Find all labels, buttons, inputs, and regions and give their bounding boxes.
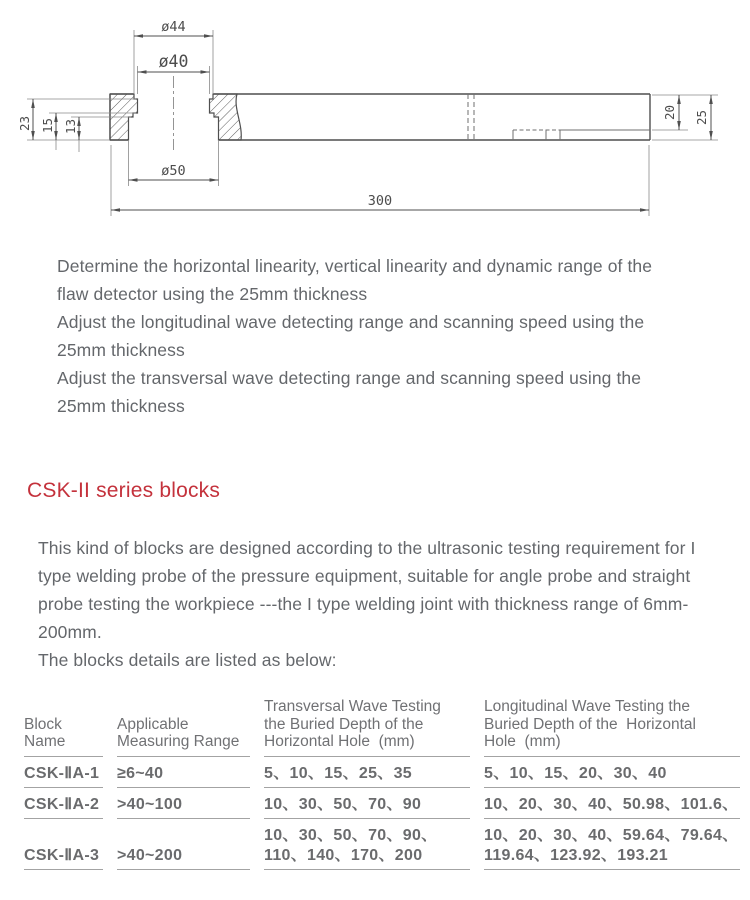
cell-longitudinal-depths: 10、20、30、40、50.98、101.6、 (484, 788, 740, 819)
cell-measuring-range: >40~200 (117, 819, 250, 870)
dimension-arrowheads (31, 34, 713, 212)
dim-label-23: 23 (17, 115, 32, 131)
cell-transversal-depths: 10、30、50、70、90、110、140、170、200 (264, 819, 470, 870)
dim-label-25: 25 (694, 109, 709, 125)
dim-label-20: 20 (662, 104, 677, 120)
hidden-lines (468, 94, 650, 140)
dim-label-d44: ø44 (161, 19, 186, 35)
dim-label-d50: ø50 (161, 163, 186, 179)
table-intro: The blocks details are listed as below: (38, 650, 337, 670)
cell-block-name: CSK-ⅡA-2 (24, 788, 103, 819)
table-header-measuring-range (117, 698, 250, 757)
header-line: Name (24, 733, 66, 750)
blocks-table (24, 698, 744, 870)
section-description (38, 534, 698, 674)
hatched-right-wall (210, 94, 242, 140)
table-header-longitudinal (484, 698, 740, 757)
header-line: Transversal Wave Testing (264, 698, 441, 715)
cell-block-name: CSK-ⅡA-1 (24, 757, 103, 788)
header-line: Buried Depth of the Horizontal (484, 715, 696, 733)
usage-note: Determine the horizontal linearity, vertical linearity and dynamic range of the flaw detector using the 25mm thickness (57, 256, 653, 304)
cell-measuring-range: ≥6~40 (117, 757, 250, 788)
extension-lines (27, 30, 718, 216)
header-line: Horizontal Hole (mm) (264, 733, 415, 750)
dim-label-300: 300 (367, 193, 393, 209)
header-line: Applicable (117, 715, 189, 733)
block-outline (110, 94, 650, 140)
cell-longitudinal-depths: 10、20、30、40、59.64、79.64、119.64、123.92、193.21 (484, 819, 740, 870)
dim-label-15: 15 (40, 117, 55, 133)
header-line: Block (24, 715, 62, 733)
cell-transversal-depths: 10、30、50、70、90 (264, 788, 470, 819)
cell-longitudinal-depths: 5、10、15、20、30、40 (484, 757, 740, 788)
header-line: Hole (mm) (484, 733, 561, 750)
table-header-transversal (264, 698, 470, 757)
dimension-lines (33, 36, 711, 210)
calibration-block-technical-drawing (0, 0, 750, 238)
description-paragraph: This kind of blocks are designed according to the ultrasonic testing requirement for I type welding probe of the pressure equipment, suitable for angle probe and straight probe testing the workpiece ---the I type welding joint with thickness range of 6mm-200mm. (38, 538, 696, 642)
cell-block-name: CSK-ⅡA-3 (24, 819, 103, 870)
header-line: Measuring Range (117, 733, 240, 750)
usage-notes (57, 252, 681, 420)
table-header-block-name (24, 698, 103, 757)
usage-note: Adjust the longitudinal wave detecting range and scanning speed using the 25mm thickness (57, 312, 645, 360)
dim-label-13: 13 (63, 118, 78, 134)
cell-measuring-range: >40~100 (117, 788, 250, 819)
section-heading: CSK-II series blocks (27, 479, 221, 502)
header-line: the Buried Depth of the (264, 715, 424, 733)
cell-transversal-depths: 5、10、15、25、35 (264, 757, 470, 788)
dim-label-d40: ø40 (158, 52, 189, 71)
usage-note: Adjust the transversal wave detecting range and scanning speed using the 25mm thickness (57, 368, 642, 416)
header-line: Longitudinal Wave Testing the (484, 698, 690, 715)
